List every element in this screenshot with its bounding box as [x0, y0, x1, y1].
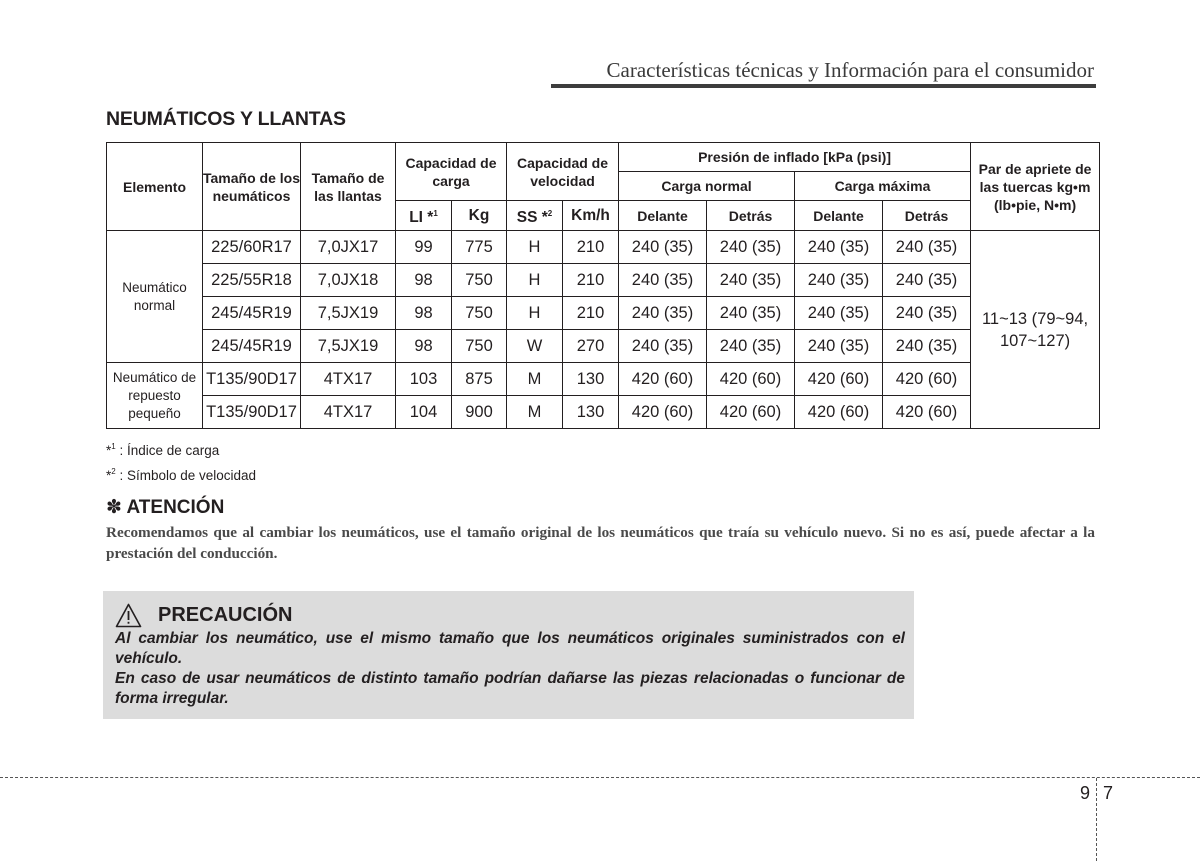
caution-title: PRECAUCIÓN	[158, 604, 293, 626]
cell-ss: H	[507, 264, 563, 297]
cell-kg: 900	[452, 396, 507, 429]
cell-ss: M	[507, 396, 563, 429]
cell-normal-rear: 240 (35)	[707, 297, 795, 330]
section-title: NEUMÁTICOS Y LLANTAS	[106, 108, 346, 130]
cell-li: 98	[396, 330, 452, 363]
cell-tire-size: 225/60R17	[203, 231, 301, 264]
cell-tire-size: 245/45R19	[203, 330, 301, 363]
table-header-row	[107, 143, 1100, 172]
header-kmh: Km/h	[563, 201, 619, 231]
attention-body: Recomendamos que al cambiar los neumáticos, use el tamaño original de los neumáticos que traía su vehículo nuevo. Si no es así, puede afectar a la prestación del conducción.	[106, 524, 1095, 562]
cell-kg: 875	[452, 363, 507, 396]
cell-kg: 750	[452, 264, 507, 297]
page-number: 7	[1103, 783, 1114, 803]
cell-ss: W	[507, 330, 563, 363]
cell-normal-front: 240 (35)	[619, 264, 707, 297]
header-max-load: Carga máxima	[795, 172, 971, 201]
footnote: *$^1$ : Índice de carga	[106, 442, 220, 458]
footer-divider	[0, 777, 1200, 778]
attention-title: ✽ ATENCIÓN	[106, 497, 225, 518]
table-row	[107, 231, 1100, 264]
cell-max-front: 240 (35)	[795, 231, 883, 264]
cell-normal-front: 240 (35)	[619, 330, 707, 363]
cell-normal-rear: 240 (35)	[707, 330, 795, 363]
footnotes	[106, 436, 256, 486]
footnote: *$^2$ : Símbolo de velocidad	[106, 467, 257, 483]
header-max-front: Delante	[795, 201, 883, 231]
cell-normal-front: 240 (35)	[619, 231, 707, 264]
header-load-capacity: Capacidad de carga	[396, 143, 507, 201]
cell-ss: H	[507, 297, 563, 330]
cell-ss: H	[507, 231, 563, 264]
header-element: Elemento	[107, 143, 203, 231]
cell-rim-size: 7,0JX17	[301, 231, 396, 264]
cell-kmh: 130	[563, 363, 619, 396]
cell-rim-size: 7,0JX18	[301, 264, 396, 297]
cell-li: 99	[396, 231, 452, 264]
cell-max-rear: 240 (35)	[883, 297, 971, 330]
header-rim-size: Tamaño de las llantas	[301, 143, 396, 231]
group-spare-tire: Neumático de repuesto pequeño	[107, 363, 203, 429]
cell-rim-size: 4TX17	[301, 363, 396, 396]
chapter-number: 9	[1080, 783, 1091, 803]
cell-normal-rear: 420 (60)	[707, 363, 795, 396]
cell-tire-size: 225/55R18	[203, 264, 301, 297]
header-inflation-pressure: Presión de inflado [kPa (psi)]	[619, 143, 971, 172]
cell-tire-size: T135/90D17	[203, 363, 301, 396]
cell-max-front: 240 (35)	[795, 264, 883, 297]
table-row	[107, 264, 1100, 297]
cell-kmh: 210	[563, 231, 619, 264]
header-tire-size: Tamaño de los neumáticos	[203, 143, 301, 231]
cell-max-front: 420 (60)	[795, 363, 883, 396]
table-row	[107, 297, 1100, 330]
cell-tire-size: 245/45R19	[203, 297, 301, 330]
header-kg: Kg	[452, 201, 507, 231]
cell-rim-size: 7,5JX19	[301, 330, 396, 363]
page-number-divider	[1096, 778, 1097, 861]
cell-torque: 11~13 (79~94, 107~127)	[971, 231, 1100, 429]
cell-max-rear: 240 (35)	[883, 231, 971, 264]
header-max-rear: Detrás	[883, 201, 971, 231]
header-normal-front: Delante	[619, 201, 707, 231]
cell-li: 98	[396, 264, 452, 297]
cell-ss: M	[507, 363, 563, 396]
cell-kmh: 210	[563, 297, 619, 330]
table-row	[107, 363, 1100, 396]
header-normal-rear: Detrás	[707, 201, 795, 231]
cell-max-rear: 420 (60)	[883, 363, 971, 396]
cell-normal-rear: 240 (35)	[707, 231, 795, 264]
header-title: Características técnicas y Información para el consumidor	[606, 58, 1094, 82]
header-li: LI *$^1$	[396, 201, 452, 231]
cell-max-rear: 240 (35)	[883, 330, 971, 363]
table-row	[107, 396, 1100, 429]
cell-normal-rear: 240 (35)	[707, 264, 795, 297]
cell-kmh: 130	[563, 396, 619, 429]
cell-max-rear: 240 (35)	[883, 264, 971, 297]
cell-normal-front: 420 (60)	[619, 363, 707, 396]
cell-kg: 750	[452, 330, 507, 363]
cell-li: 104	[396, 396, 452, 429]
table-row	[107, 330, 1100, 363]
cell-rim-size: 4TX17	[301, 396, 396, 429]
cell-max-front: 240 (35)	[795, 297, 883, 330]
cell-rim-size: 7,5JX19	[301, 297, 396, 330]
cell-li: 98	[396, 297, 452, 330]
cell-kg: 750	[452, 297, 507, 330]
cell-max-front: 240 (35)	[795, 330, 883, 363]
cell-li: 103	[396, 363, 452, 396]
caution-text	[115, 629, 905, 709]
header-ss: SS *$^2$	[507, 201, 563, 231]
caution-box	[103, 591, 914, 719]
header-speed-capacity: Capacidad de velocidad	[507, 143, 619, 201]
cell-normal-front: 420 (60)	[619, 396, 707, 429]
cell-kmh: 210	[563, 264, 619, 297]
tire-spec-table	[106, 142, 1100, 429]
header-torque: Par de apriete de las tuercas kg•m (lb•pie, N•m)	[971, 143, 1100, 231]
cell-max-front: 420 (60)	[795, 396, 883, 429]
cell-normal-front: 240 (35)	[619, 297, 707, 330]
header-normal-load: Carga normal	[619, 172, 795, 201]
cell-max-rear: 420 (60)	[883, 396, 971, 429]
cell-tire-size: T135/90D17	[203, 396, 301, 429]
cell-kg: 775	[452, 231, 507, 264]
caution-paragraph: Al cambiar los neumático, use el mismo tamaño que los neumáticos originales suministrados con el vehículo.	[115, 630, 905, 667]
header-rule	[551, 84, 1096, 88]
caution-paragraph: En caso de usar neumáticos de distinto tamaño podrían dañarse las piezas relacionadas o funcionar de forma irregular.	[115, 670, 905, 707]
cell-normal-rear: 420 (60)	[707, 396, 795, 429]
cell-kmh: 270	[563, 330, 619, 363]
group-normal-tire: Neumático normal	[107, 231, 203, 363]
warning-triangle-icon	[115, 603, 142, 628]
